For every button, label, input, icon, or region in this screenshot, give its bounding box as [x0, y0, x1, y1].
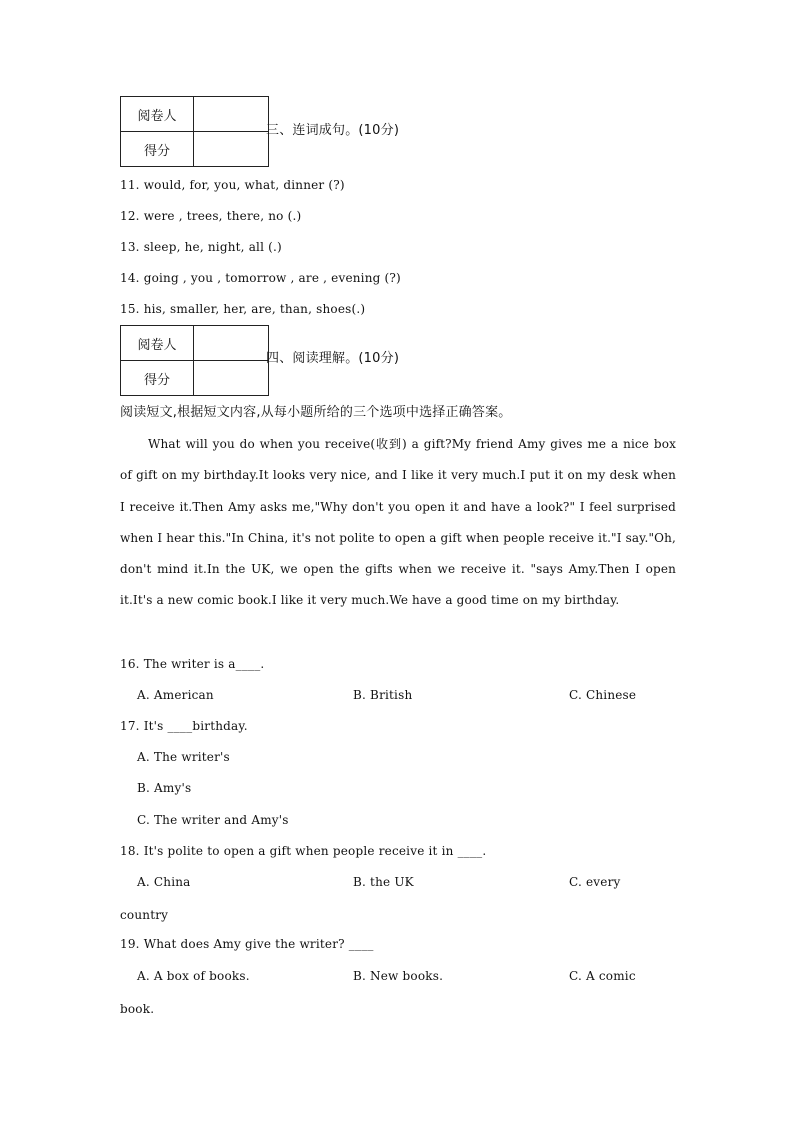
- question-12: 12. were , trees, there, no (.): [120, 209, 302, 223]
- question-19: 19. What does Amy give the writer? ____: [120, 937, 374, 951]
- question-14: 14. going , you , tomorrow , are , evening (?): [120, 271, 401, 285]
- q18-option-b: B. the UK: [353, 875, 414, 889]
- section4-grader-table: [120, 325, 269, 396]
- score-label: 得分: [121, 361, 194, 396]
- grader-label: 阅卷人: [121, 326, 194, 361]
- q19-option-c-wrap: book.: [120, 1002, 155, 1016]
- score-blank: [194, 132, 269, 167]
- reading-passage: What will you do when you receive(收到) a gift?My friend Amy gives me a nice box of gift on my birthday.It looks very nice, and I like it very much.I put it on my desk when I receive it.Then Amy asks me,"Why don't you open it and have a look?" I feel surprised when I hear this."In China, it's not polite to open a gift when people receive it."I say."Oh, don't mind it.In the UK, we open the gifts when we receive it. "says Amy.Then I open it.It's a new comic book.I like it very much.We have a good time on my birthday.: [120, 437, 676, 608]
- q16-option-b: B. British: [353, 688, 413, 702]
- q17-option-c: C. The writer and Amy's: [137, 813, 289, 827]
- q19-option-b: B. New books.: [353, 969, 444, 983]
- question-13: 13. sleep, he, night, all (.): [120, 240, 282, 254]
- section3-title: 三、连词成句。(10分): [266, 123, 400, 138]
- grader-label: 阅卷人: [121, 97, 194, 132]
- q17-option-a: A. The writer's: [137, 750, 230, 764]
- q19-option-c: C. A comic: [569, 969, 636, 983]
- score-label: 得分: [121, 132, 194, 167]
- q17-option-b: B. Amy's: [137, 781, 192, 795]
- grader-blank: [194, 326, 269, 361]
- section4-title: 四、阅读理解。(10分): [266, 351, 400, 366]
- q18-option-c: C. every: [569, 875, 621, 889]
- question-15: 15. his, smaller, her, are, than, shoes(.): [120, 302, 366, 316]
- reading-instruction: 阅读短文,根据短文内容,从每小题所给的三个选项中选择正确答案。: [120, 405, 512, 420]
- section3-grader-table: [120, 96, 269, 167]
- q19-option-a: A. A box of books.: [137, 969, 250, 983]
- question-17: 17. It's ____birthday.: [120, 719, 248, 733]
- q16-option-a: A. American: [137, 688, 214, 702]
- question-18: 18. It's polite to open a gift when people receive it in ____.: [120, 844, 487, 858]
- question-16: 16. The writer is a____.: [120, 657, 265, 671]
- grader-blank: [194, 97, 269, 132]
- score-blank: [194, 361, 269, 396]
- q16-option-c: C. Chinese: [569, 688, 637, 702]
- q18-option-a: A. China: [137, 875, 191, 889]
- q18-option-c-wrap: country: [120, 908, 169, 922]
- question-11: 11. would, for, you, what, dinner (?): [120, 178, 345, 192]
